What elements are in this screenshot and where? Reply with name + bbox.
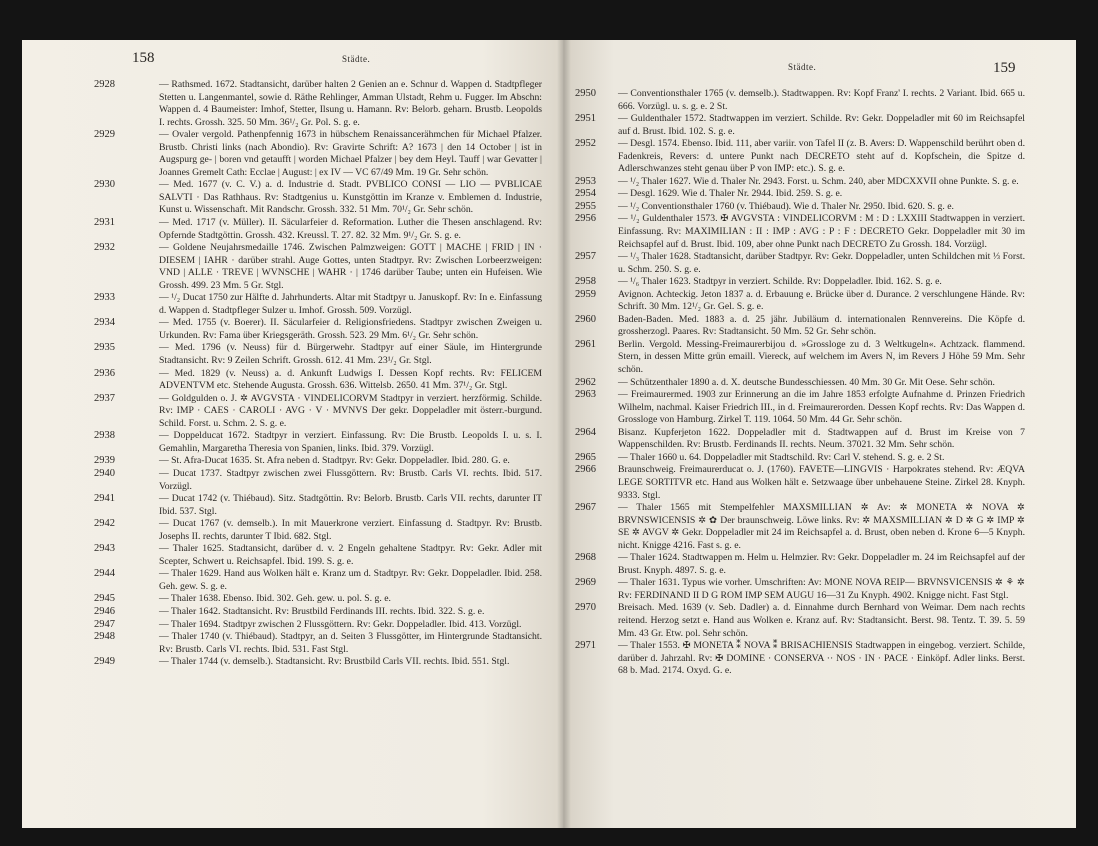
catalog-entry xyxy=(94,292,542,317)
running-head: Städte. xyxy=(342,54,371,64)
entry-text: — ¹/₃ Thaler 1628. Stadtansicht, darüber Stadtpyr. Rv: Gekr. Doppeladler, unten Schildchen mit ⅓ Forst. u. Schm. 250. S. g. e. xyxy=(618,251,1025,275)
right-page xyxy=(563,40,1076,828)
entry-number: 2943 xyxy=(94,543,115,555)
catalog-entry xyxy=(94,430,542,455)
entry-text: — St. Afra-Ducat 1635. St. Afra neben d. Stadtpyr. Rv: Gekr. Doppeladler. Ibid. 280. G. e. xyxy=(159,455,510,467)
catalog-entry xyxy=(575,251,1025,276)
entry-text: — Guldenthaler 1572. Stadtwappen im verziert. Schilde. Rv: Gekr. Doppeladler mit 60 im Reichsapfel auf d. Brust. Ibid. 102. S. g. e. xyxy=(618,113,1025,137)
catalog-entry xyxy=(94,342,542,367)
entry-text: Avignon. Achteckig. Jeton 1837 a. d. Erbauung e. Brücke über d. Durance. 2 verschlungene Hände. Rv: Schrift. 30 Mm. 12¹/₂ Gr. Gel. S. g. e. xyxy=(618,288,1025,313)
entry-text: — ¹/₂ Ducat 1750 zur Hälfte d. Jahrhunderts. Altar mit Stadtpyr u. Januskopf. Rv: In e. Einfassung d. Wappen d. Stadtpfleger Sulzer u. Imhof. Grossh. 509. Vorzügl. xyxy=(159,292,542,316)
catalog-entry xyxy=(575,88,1025,113)
catalog-entry xyxy=(575,640,1025,678)
entry-number: 2929 xyxy=(94,129,115,141)
entry-number: 2964 xyxy=(575,426,596,438)
catalog-entry xyxy=(94,317,542,342)
entry-text: Braunschweig. Freimaurerducat o. J. (1760). FAVETE—LINGVIS · Harpokrates stehend. Rv: ÆQVA LEGE SORTITVR etc. Hand aus Wolken hält e. Setzwaage über unbehauene Steine. Zirkel 28. Knyph. 9333. Stgl. xyxy=(618,464,1025,501)
entry-number: 2935 xyxy=(94,342,115,354)
entry-number: 2951 xyxy=(575,113,596,125)
catalog-entry xyxy=(575,376,1025,390)
entry-number: 2928 xyxy=(94,79,115,90)
entry-number: 2945 xyxy=(94,593,115,605)
entry-text: — Desgl. 1629. Wie d. Thaler Nr. 2944. Ibid. 259. S. g. e. xyxy=(618,188,843,200)
catalog-entry xyxy=(575,389,1025,427)
entry-text: — Thaler 1624. Stadtwappen m. Helm u. Helmzier. Rv: Gekr. Doppeladler m. 24 im Reichsapfel auf der Brust. Knyph. 4897. S. g. e. xyxy=(618,552,1025,576)
entry-text: — Thaler 1629. Hand aus Wolken hält e. Kranz um d. Stadtpyr. Rv: Gekr. Doppeladler. Ibid. 258. Geh. gew. S. g. e. xyxy=(159,568,542,592)
entry-text: — Thaler 1642. Stadtansicht. Rv: Brustbild Ferdinands III. rechts. Ibid. 322. S. g. e. xyxy=(159,605,485,617)
entry-text: Breisach. Med. 1639 (v. Seb. Dadler) a. d. Einnahme durch Bernhard von Weimar. Dem nach rechts reitend. Herzog setzt e. Hand aus Wolken e. Kranz auf. Rv: Stadtansicht. Berst. 98. Tentz. T. 39. 5. 59 Mm. 43 Gr. Etw. pol. Sehr schön. xyxy=(618,602,1025,639)
catalog-entry xyxy=(94,631,542,656)
catalog-entry xyxy=(575,175,1025,189)
entry-text: — Med. 1717 (v. Müller). II. Säcularfeier d. Reformation. Luther die Thesen anschlagend. Rv: Opfernde Stadtgöttin. Grossh. 432. Kreussl. T. 27. 82. 32 Mm. 9¹/₂ Gr. S. g. e. xyxy=(159,217,542,241)
entry-number: 2954 xyxy=(575,188,596,200)
entry-number: 2950 xyxy=(575,88,596,99)
entry-text: — Thaler 1740 (v. Thiébaud). Stadtpyr, an d. Seiten 3 Flussgötter, im Hintergrunde Stadtansicht. Rv: Brustb. Carls VI. rechts. Ibid. 531. Fast Stgl. xyxy=(159,631,542,655)
entry-number: 2971 xyxy=(575,640,596,652)
catalog-entry xyxy=(575,313,1025,339)
entry-text: — Desgl. 1574. Ebenso. Ibid. 111, aber variir. von Tafel II (z. B. Avers: D. Wappenschild berührt oben d. Fadenkreis, Revers: d. untere Punkt nach DECRETO steht auf d. Kopfschein, die Spitze d. Adlerschwanzes steht genau über P von IMP: etc.). S. g. e. xyxy=(618,138,1025,175)
book-gutter xyxy=(557,40,571,828)
entry-text: — Thaler 1625. Stadtansicht, darüber d. v. 2 Engeln gehaltene Stadtpyr. Rv: Gekr. Adler mit Scepter, Schwert u. Reichsapfel. Ibid. 199. S. g. e. xyxy=(159,543,542,567)
entry-number: 2966 xyxy=(575,464,596,476)
entry-number: 2941 xyxy=(94,493,115,505)
entry-number: 2956 xyxy=(575,213,596,225)
entry-number: 2940 xyxy=(94,467,115,479)
entry-text: — Thaler 1553. ✠ MONETA ⁑ NOVA ⁑ BRISACHIENSIS Stadtwappen in eingebog. verziert. Schilde, darüber d. Jahrzahl. Rv: ✠ DOMINE · CONSERVA ·· NOS · IN · PACE · Einköpf. Adler links. Berst. 68 b. Mad. 2174. Oxyd. G. e. xyxy=(618,640,1025,677)
catalog-entry xyxy=(94,543,542,568)
catalog-entry xyxy=(94,568,542,593)
catalog-entry xyxy=(575,602,1025,640)
catalog-entry xyxy=(94,455,542,468)
catalog-entry xyxy=(94,467,542,493)
catalog-entry xyxy=(575,502,1025,552)
catalog-entry xyxy=(575,338,1025,377)
catalog-entry xyxy=(94,493,542,518)
catalog-entry xyxy=(94,367,542,393)
entry-number: 2948 xyxy=(94,631,115,643)
entry-number: 2939 xyxy=(94,455,115,467)
entry-number: 2936 xyxy=(94,367,115,379)
entry-number: 2963 xyxy=(575,389,596,401)
catalog-entry xyxy=(94,217,542,242)
entry-text: — Schützenthaler 1890 a. d. X. deutsche Bundesschiessen. 40 Mm. 30 Gr. Mit Oese. Sehr schön. xyxy=(618,376,995,388)
catalog-entry xyxy=(94,618,542,632)
entry-number: 2932 xyxy=(94,242,115,254)
catalog-entry xyxy=(575,138,1025,176)
catalog-entry xyxy=(94,79,542,129)
catalog-entry xyxy=(575,288,1025,314)
entry-text: — Ducat 1742 (v. Thiébaud). Sitz. Stadtgöttin. Rv: Belorb. Brustb. Carls VII. rechts, darunter IT Ibid. 537. Stgl. xyxy=(159,493,542,517)
entry-text: — Ducat 1737. Stadtpyr zwischen zwei Flussgöttern. Rv: Brustb. Carls VI. rechts. Ibid. 517. Vorzügl. xyxy=(159,467,542,492)
entry-text: — ¹/₂ Thaler 1627. Wie d. Thaler Nr. 2943. Forst. u. Schm. 240, aber MDCXXVII ohne Punkte. S. g. e. xyxy=(618,175,1019,187)
catalog-entry xyxy=(575,552,1025,577)
entry-text: Berlin. Vergold. Messing-Freimaurerbijou d. »Grossloge zu d. 3 Weltkugeln«. Achtzack. flammend. Stern, in dessen Mitte grün emaill. Viereck, auf welchem im Avers N, im Revers J Höhe 59 Mm. Sehr schön. xyxy=(618,338,1025,376)
book-spread xyxy=(22,40,1076,828)
entry-text: — Conventionsthaler 1765 (v. demselb.). Stadtwappen. Rv: Kopf Franz' I. rechts. 2 Variant. Ibid. 665 u. 666. Vorzügl. u. s. g. e. 2 St. xyxy=(618,88,1025,112)
entry-text: — Thaler 1744 (v. demselb.). Stadtansicht. Rv: Brustbild Carls VII. rechts. Ibid. 551. Stgl. xyxy=(159,656,510,668)
entry-number: 2965 xyxy=(575,451,596,463)
entry-number: 2969 xyxy=(575,577,596,589)
catalog-entry xyxy=(575,113,1025,138)
entry-number: 2952 xyxy=(575,138,596,150)
entry-number: 2946 xyxy=(94,605,115,617)
left-page xyxy=(22,40,563,828)
catalog-entry xyxy=(575,276,1025,289)
entry-number: 2930 xyxy=(94,179,115,191)
catalog-entry xyxy=(94,656,542,669)
catalog-entries xyxy=(94,79,542,669)
entry-text: — Goldgulden o. J. ✲ AVGVSTA · VINDELICORVM Stadtpyr in verziert. herzförmig. Schilde. Rv: IMP · CAES · CAROLI · AVG · V · MVNVS Der gekr. Doppeladler mit österr.-burgund. Schild. Forst. u. Schm. 2. S. g. e. xyxy=(159,392,542,429)
entry-number: 2961 xyxy=(575,338,596,350)
catalog-entry xyxy=(575,426,1025,452)
entry-text: — Ovaler vergold. Pathenpfennig 1673 in hübschem Renaissancerähmchen für Michael Pfalzer. Brustb. Christi links (nach Abondio). Rv: Gravirte Schrift: A? 1673 | den 14 October | ist in Augspurg ge- | boren vnd getaufft | worden Michael Pfalzer | bey dem Heyl. Tauff | war Gevatter | Joannes Gremelt Cath: Ecclae | August: | ex IV — VC 67/49 Mm. 19 Gr. Sehr schön. xyxy=(159,129,542,178)
entry-number: 2959 xyxy=(575,288,596,300)
entry-text: — Med. 1677 (v. C. V.) a. d. Industrie d. Stadt. PVBLICO CONSI — LIO — PVBLICAE SALVTI · Das Rathhaus. Rv: Stadtgenius u. Kunstgöttin im Kranze v. Emblemen d. Industrie, Kunst u. Wissenschaft. Mit Randschr. Grossh. 332. 51 Mm. 70¹/₂ Gr. Sehr schön. xyxy=(159,179,542,216)
entry-number: 2933 xyxy=(94,292,115,304)
entry-number: 2931 xyxy=(94,217,115,229)
entry-text: — Med. 1829 (v. Neuss) a. d. Ankunft Ludwigs I. Dessen Kopf rechts. Rv: FELICEM ADVENTVM etc. Stehende Augusta. Grossh. 636. Wittelsb. 2650. 41 Mm. 37¹/₂ Gr. Stgl. xyxy=(159,367,542,392)
entry-number: 2955 xyxy=(575,200,596,212)
entry-text: Baden-Baden. Med. 1883 a. d. 25 jähr. Jubiläum d. internationalen Rennvereins. Die Köpfe d. grossherzogl. Paares. Rv: Stadtansicht. 50 Mm. 52 Gr. Sehr schön. xyxy=(618,313,1025,338)
catalog-entry xyxy=(575,200,1025,214)
catalog-entry xyxy=(94,518,542,543)
entry-number: 2970 xyxy=(575,602,596,614)
entry-text: — Thaler 1565 mit Stempelfehler MAXSMILLIAN ✲ Av: ✲ MONETA ✲ NOVA ✲ BRVNSWICENSIS ✲ ✿ Der braunschweig. Löwe links. Rv: ✲ MAXSMILLIAN ✲ D ✲ G ✲ IMP ✲ SE ✲ AVGV ✲ Gekr. Doppeladler mit 24 im Reichsapfel a. d. Brust, oben neben d. Krone 6—5 Knyph. nicht. Knigge 4216. Fast s. g. e. xyxy=(618,502,1025,551)
entry-number: 2934 xyxy=(94,317,115,329)
catalog-entry xyxy=(575,577,1025,602)
entry-text: — Goldene Neujahrsmedaille 1746. Zwischen Palmzweigen: GOTT | MACHE | FRID | IN · DIESEM | IAHR · darüber strahl. Auge Gottes, unten Stadtpyr. Rv: Zwischen Lorbeerzweigen: VND | ALLE · TREVE | WVNSCHE | WAHR · | 1746 darüber Taube; unten ein Hufeisen. Wie Grossh. 499. 23 Mm. 5 Gr. Stgl. xyxy=(159,242,542,291)
catalog-entry xyxy=(575,213,1025,251)
running-head: Städte. xyxy=(788,62,817,72)
catalog-entry xyxy=(94,179,542,217)
catalog-entry xyxy=(575,188,1025,201)
entry-number: 2957 xyxy=(575,251,596,263)
entry-text: — Med. 1755 (v. Boerer). II. Säcularfeier d. Religionsfriedens. Stadtpyr zwischen Zweigen u. Urkunden. Rv: Fama über Kriegsgeräth. Grossh. 523. 29 Mm. 6¹/₂ Gr. Sehr schön. xyxy=(159,317,542,341)
entry-number: 2962 xyxy=(575,376,596,388)
entry-number: 2938 xyxy=(94,430,115,442)
catalog-entry xyxy=(94,129,542,179)
catalog-entry xyxy=(94,605,542,619)
entry-text: — Freimaurermed. 1903 zur Erinnerung an die im Jahre 1853 erfolgte Aufnahme d. Prinzen Friedrich Wilhelm, nachmal. Kaiser Friedrich III., in d. Freimaurerorden. Dessen Kopf rechts. Rv: Das Wappen d. Grossloge von Hamburg. Zirkel T. 119. 1064. 50 Mm. 44 Gr. Sehr schön. xyxy=(618,389,1025,426)
entry-number: 2947 xyxy=(94,618,115,630)
catalog-entries xyxy=(575,88,1025,678)
catalog-entry xyxy=(94,593,542,606)
entry-text: — Rathsmed. 1672. Stadtansicht, darüber halten 2 Genien an e. Schnur d. Wappen d. Stadtpfleger Stetten u. Langenmantel, sowie d. Räthe Rehlinger, Amman Ulstadt, Rehm u. Fugger. Im Abschn: Wappen d. 4 Baumeister: Imhof, Stetter, Ilsung u. Hamann. Rv: Belorb. geharn. Brustb. Leopolds I. rechts. Grossh. 325. 50 Mm. 36¹/₂ Gr. Pol. S. g. e. xyxy=(159,79,542,128)
entry-text: — Med. 1796 (v. Neuss) für d. Bürgerwehr. Stadtpyr auf einer Säule, im Hintergrunde Stadtansicht. Rv: 9 Zeilen Schrift. Grossh. 612. 41 Mm. 23¹/₂ Gr. Stgl. xyxy=(159,342,542,367)
entry-text: — Thaler 1694. Stadtpyr zwischen 2 Flussgöttern. Rv: Gekr. Doppeladler. Ibid. 413. Vorzügl. xyxy=(159,618,522,630)
entry-text: — Doppelducat 1672. Stadtpyr in verziert. Einfassung. Rv: Die Brustb. Leopolds I. u. s. I. Gemahlin, Margaretha Theresia von Spanien, links. Ibid. 379. Vorzügl. xyxy=(159,430,542,454)
entry-text: — Thaler 1660 u. 64. Doppeladler mit Stadtschild. Rv: Carl V. stehend. S. g. e. 2 St. xyxy=(618,451,945,463)
entry-number: 2968 xyxy=(575,552,596,564)
entry-number: 2953 xyxy=(575,175,596,187)
entry-text: Bisanz. Kupferjeton 1622. Doppeladler mit d. Stadtwappen auf d. Brust im Kreise von 7 Wappenschilden. Rv: Brustb. Ferdinands II. rechts. Neum. 37021. 32 Mm. Sehr schön. xyxy=(618,426,1025,451)
entry-number: 2937 xyxy=(94,392,115,404)
entry-number: 2944 xyxy=(94,568,115,580)
page-number: 158 xyxy=(132,50,155,66)
page-number: 159 xyxy=(993,60,1016,76)
entry-text: — ¹/₂ Guldenthaler 1573. ✠ AVGVSTA : VINDELICORVM : M : D : LXXIII Stadtwappen in verziert. Einfassung. Rv: MAXIMILIAN : II : IMP : AVG : P : F : DECRETO Gekr. Doppeladler mit 30 im Reichsapfel auf d. Brust. Ibid. 109, aber ohne Punkt nach DECRETO Zu Grossh. 184. Vorzügl. xyxy=(618,213,1025,250)
entry-number: 2967 xyxy=(575,502,596,514)
catalog-entry xyxy=(575,464,1025,502)
catalog-entry xyxy=(94,242,542,292)
entry-number: 2958 xyxy=(575,276,596,288)
entry-number: 2949 xyxy=(94,656,115,668)
entry-text: — Ducat 1767 (v. demselb.). In mit Mauerkrone verziert. Einfassung d. Stadtpyr. Rv: Brustb. Josephs II. rechts, darunter T Ibid. 682. Stgl. xyxy=(159,518,542,542)
entry-text: — Thaler 1631. Typus wie vorher. Umschriften: Av: MONE NOVA REIP— BRVNSVICENSIS ✲ ⚘ ✲ Rv: FERDINAND II D G ROM IMP SEM AUGU 16—31 Zu Knyph. 4902. Knigge nicht. Fast Stgl. xyxy=(618,577,1025,601)
entry-number: 2942 xyxy=(94,518,115,530)
entry-number: 2960 xyxy=(575,313,596,325)
entry-text: — Thaler 1638. Ebenso. Ibid. 302. Geh. gew. u. pol. S. g. e. xyxy=(159,593,391,605)
entry-text: — ¹/₂ Conventionsthaler 1760 (v. Thiébaud). Wie d. Thaler Nr. 2950. Ibid. 620. S. g. e. xyxy=(618,200,954,212)
catalog-entry xyxy=(575,451,1025,465)
entry-text: — ¹/₆ Thaler 1623. Stadtpyr in verziert. Schilde. Rv: Doppeladler. Ibid. 162. S. g. e. xyxy=(618,276,942,288)
catalog-entry xyxy=(94,392,542,431)
